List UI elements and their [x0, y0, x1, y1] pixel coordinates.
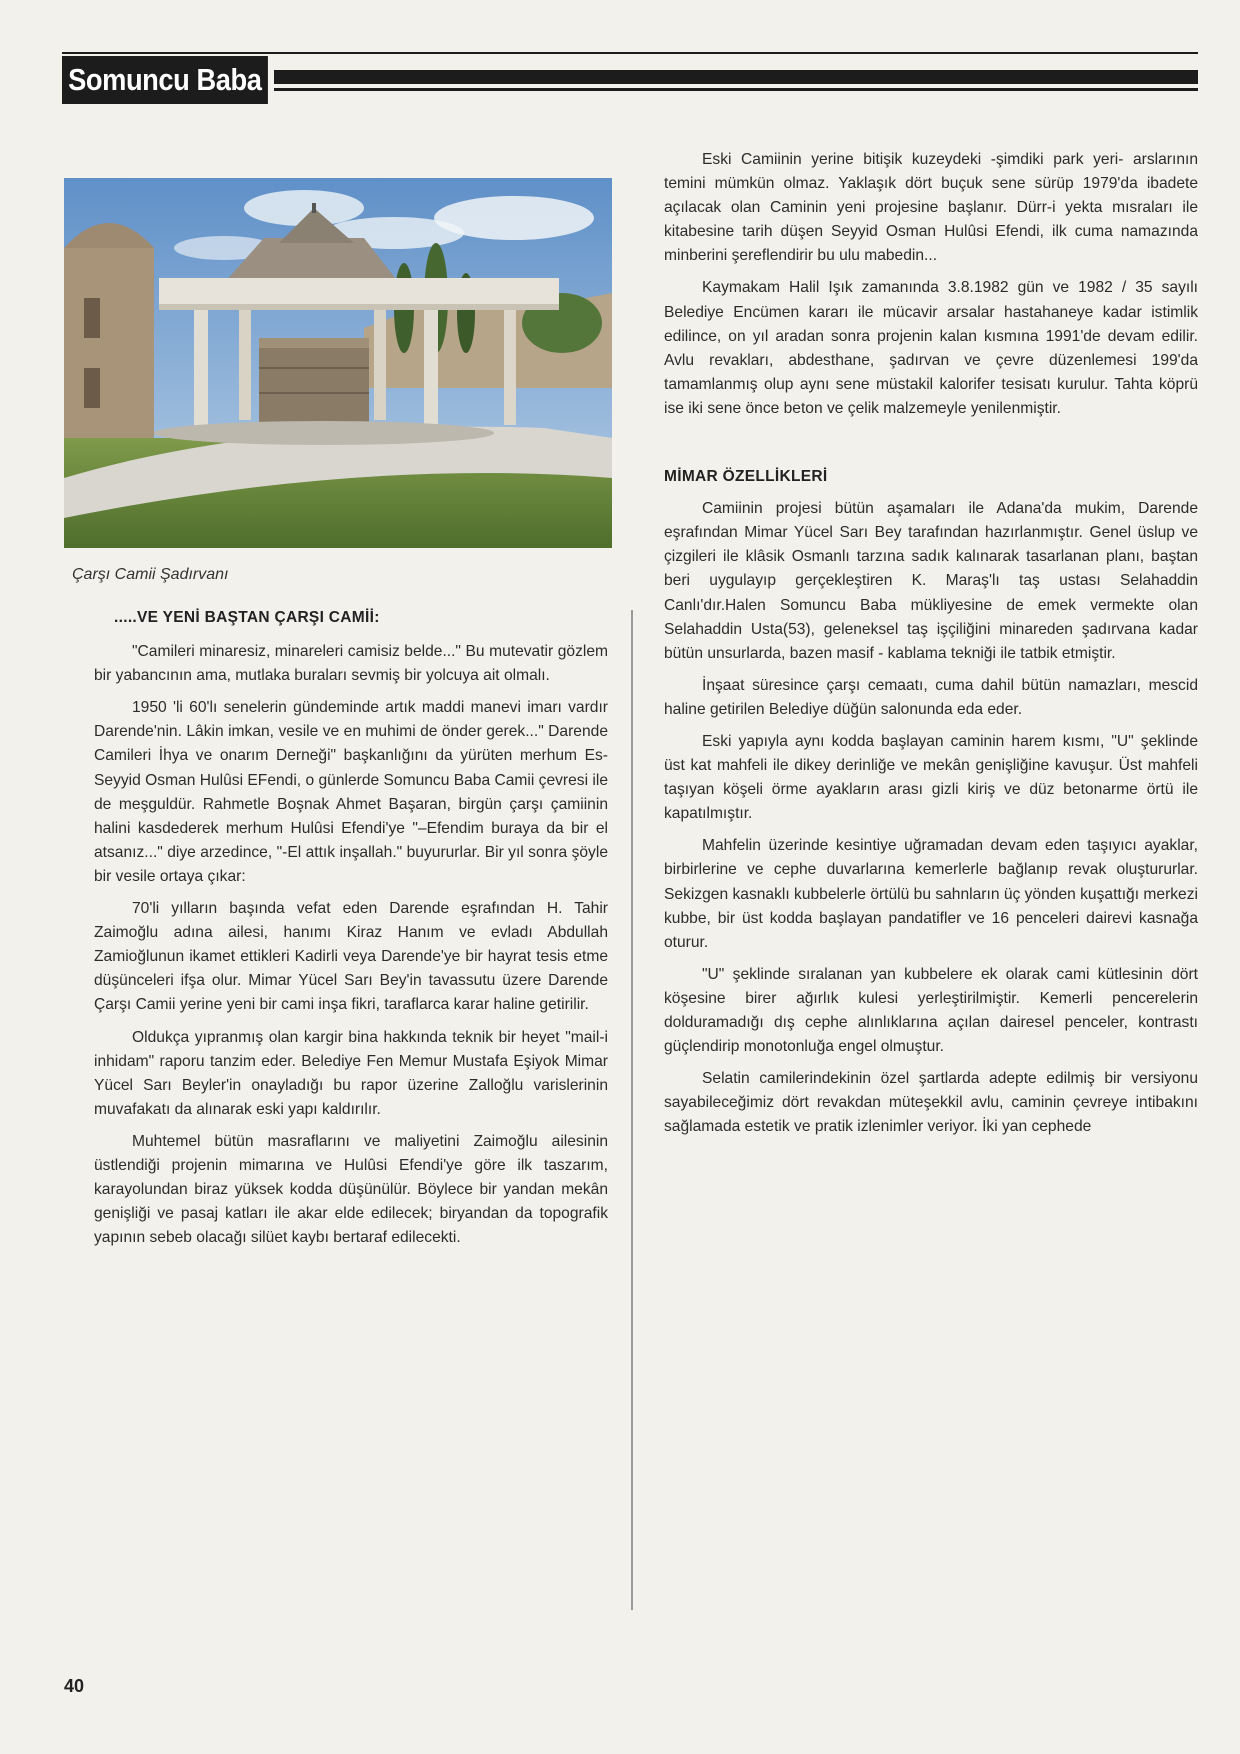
paragraph: Mahfelin üzerinde kesintiye uğramadan devam eden taşıyıcı ayaklar, birbirlerine ve cephe duvarlarına kemerlerle bağlanıp revak oluştururlar. Sekizgen kasnaklı kubbelerle örtülü bu sahnların üç yönden kuşattığı merkezi kubbe, bir üst kodda başlayan pandatifler ve 16 penceleri dairevi kasnağa oturur.: [664, 837, 1198, 951]
header-rule-lower: [274, 88, 1198, 91]
fountain-illustration: [64, 178, 612, 548]
paragraph: Selatin camilerindekinin özel şartlarda adepte edilmiş bir versiyonu sayabileceğimiz dört revakdan müteşekkil avlu, caminin çevreye intibakını sağlamada estetik ve pratik izlenimler veriyor. İki yan cephede: [664, 1070, 1198, 1136]
header-rule-thin: [62, 52, 1198, 54]
page-number: 40: [64, 1676, 85, 1696]
paragraph: Kaymakam Halil Işık zamanında 3.8.1982 gün ve 1982 / 35 sayılı Belediye Encümen kararı ile mücavir arsalar hastahaneye kadar istimlik edilince, on yıl aradan sonra projenin kalan kısmına 1991'de devam edilir. Avlu revakları, abdesthane, şadırvan ve çevre düzenlemesi 199'da tamamlanmış olup aynı sene müstakil kalorifer tesisatı kurulur. Tahta köprü ise iki sene önce beton ve çelik malzemeyle yenilenmiştir.: [664, 279, 1198, 417]
right-column: [664, 148, 1198, 1147]
paragraph: 70'li yılların başında vefat eden Darende eşrafından H. Tahir Zaimoğlu adına ailesi, hanımı Kiraz Hanım ve evladı Abdullah Zamioğlunun ikamet ettikleri Kadirli veya Darende'ye bir hayrat tesis etme düşünceleri ifşa olur. Mimar Yücel Sarı Bey'in tavassutu üzere Darende Çarşı Camii yerine yeni bir cami inşa fikri, taraflarca karar haline getirilir.: [94, 900, 608, 1014]
paragraph: Eski yapıyla aynı kodda başlayan caminin harem kısmı, "U" şeklinde üst kat mahfeli ile dikey derinliğe ve mekân genişliğine kavuşur. Üst mahfeli taşıyan köşeli örme ayakların arası gizli kiriş ve düz betonarme örtü ile kapatılmıştır.: [664, 732, 1198, 823]
section-heading-mimar-ozellikleri: MİMAR ÖZELLİKLERİ: [664, 468, 828, 486]
paragraph: "U" şeklinde sıralanan yan kubbelere ek olarak cami kütlesinin dört köşesine birer ağırlık kulesi yerleştirilmiştir. Kemerli pencerelerin dolduramadığı dış cephe alınlıklarına açılan dairesel penceler, kontrastı güçlendirip monotonluğa engel olmuştur.: [664, 965, 1198, 1056]
header-rule-thick: [274, 70, 1198, 84]
paragraph: Muhtemel bütün masraflarını ve maliyetini Zaimoğlu ailesinin üstlendiği projenin mimarına ve Hulûsi Efendi'ye göre ilk taszarım, karayolundan biraz yüksek kodda düşünülür. Böylece bir yandan mekân genişliği ve pasaj katları ile akar elde edilecek; biryandan da topografik yapının sebeb olacağı silüet kaybı bertaraf edilecekti.: [94, 1132, 608, 1247]
masthead: [62, 48, 1198, 106]
photo-caption: Çarşı Camii Şadırvanı: [72, 566, 229, 583]
fountain-photo: [64, 178, 612, 548]
paragraph: İnşaat süresince çarşı cemaatı, cuma dahil bütün namazları, mescid haline getirilen Belediye düğün salonunda eda eder.: [664, 676, 1198, 718]
section-heading-yeni-bastan: .....VE YENİ BAŞTAN ÇARŞI CAMİİ:: [114, 609, 380, 626]
column-divider: [631, 610, 633, 1610]
paragraph: Camiinin projesi bütün aşamaları ile Adana'da mukim, Darende eşrafından Mimar Yücel Sarı Bey tarafından hazırlanmıştır. Genel üslup ve çizgileri ile klâsik Osmanlı tarzına sadık kalınarak tasarlanan planı, baştan beri uygulayıp gerçekleştiren K. Maraş'lı taş ustası Selahaddin Canlı'dır.Halen Somuncu Baba mükliyesine de emek vermekte olan Selahaddin Usta(53), geleneksel taş işçiliğini minareden şadırvana kadar bütün unsurlarda, bazen masif - kablama tekniği ile tatbik etmiştir.: [664, 500, 1198, 662]
paragraph: Oldukça yıpranmış olan kargir bina hakkında teknik bir heyet "mail-i inhidam" raporu tanzim eder. Belediye Fen Memur Mustafa Eşiyok Mimar Yücel Sarı Beyler'in onayladığı bu rapor üzerine Zalloğlu varislerinin muvafakatı da alınarak eski yapı kaldırılır.: [94, 1028, 608, 1118]
paragraph: 1950 'li 60'lı senelerin gündeminde artık maddi manevi imarı vardır Darende'nin. Lâkin imkan, vesile ve en muhimi de önder gerek..." Darende Camileri İhya ve onarım Derneği" başkanlığını da yürüten merhum Es-Seyyid Osman Hulûsi EFendi, o günlerde Somuncu Baba Camii çevresi ile de meşguldür. Rahmetle Boşnak Ahmet Başaran, birgün çarşı çamiinin halini kasdederek merhum Hulûsi Efendi'ye "–Efendim buraya da bir el atsanız..." diye arzedince, "-El attık inşallah." buyururlar. Bir yıl sonra şöyle bir vesile ortaya çıkar:: [94, 699, 608, 885]
paragraph: "Camileri minaresiz, minareleri camisiz belde..." Bu mutevatir gözlem bir yabancının ama, mutlaka buraları sevmiş bir yolcuya ait olmalı.: [94, 643, 608, 685]
paragraph: Eski Camiinin yerine bitişik kuzeydeki -şimdiki park yeri- arslarının temini mümkün olmaz. Yaklaşık dört buçuk sene sürüp 1979'da ibadete açılacak olan Caminin yeni projesine başlanır. Dürr-i yekta mısraları ile kitabesine tarih düşen Seyyid Osman Hulûsi Efendi, ilk cuma namazında minberini şereflendirir bu ulu mabedin...: [664, 151, 1198, 265]
left-column: [94, 606, 608, 1258]
magazine-brand: Somuncu Baba: [62, 56, 268, 104]
